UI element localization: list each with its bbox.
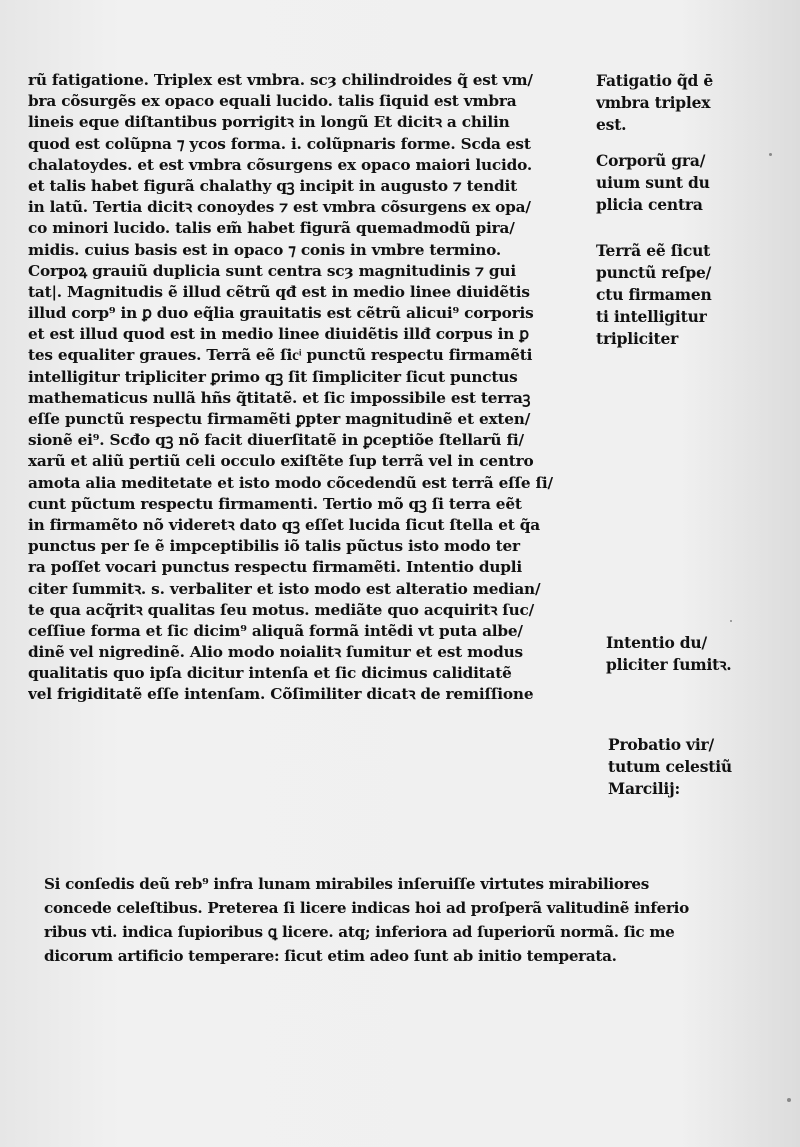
margin-note-line: pliciter ſumitꝛ. <box>606 655 732 674</box>
main-text-line: et talis habet figurã chalathy qꝫ incipit in augusto ⁊ tendit <box>28 176 517 195</box>
margin-note-terram <box>596 240 776 350</box>
margin-note-line: Marcilij: <box>608 779 680 798</box>
main-text-line: vel frigiditatẽ eſſe intenſam. Cõſimiliter dicatꝛ de remiſſione <box>28 685 534 704</box>
main-text-line: mathematicus nullã hñs q̃titatẽ. et ſic impossibile est terraꝫ <box>28 388 531 407</box>
final-paragraph <box>44 872 774 968</box>
main-text-line: punctus per ſe ẽ impceptibilis iõ talis pũctus isto modo ter <box>28 537 520 556</box>
margin-note-line: uium sunt du <box>596 173 710 192</box>
final-paragraph-line: dicorum artificio temperare: ſicut etim adeo ſunt ab initio temperata. <box>44 947 617 965</box>
main-text-line: tat|. Magnitudis ẽ illud cẽtrũ qđ est in medio linee diuidẽtis <box>28 282 530 301</box>
margin-note-line: Fatigatio q̃d ē <box>596 71 714 90</box>
main-text-line: illud corp⁹ in ꝑ duo eq̃lia grauitatis est cẽtrũ alicui⁹ corporis <box>28 304 534 323</box>
paper-speck <box>769 153 772 156</box>
main-text-line: rũ fatigatione. Triplex est vmbra. scȝ chilindroides q̃ est vm/ <box>28 71 533 89</box>
marginalia-column <box>596 70 776 800</box>
margin-note-line: Terrã eẽ ſicut <box>596 241 711 260</box>
final-paragraph-line: ribus vti. indica ſupioribus ꝗ licere. atq; inferiora ad ſuperiorũ normã. ſic me <box>44 923 675 941</box>
main-text-line: midis. cuius basis est in opaco ⁊ conis in vmbre termino. <box>28 240 501 259</box>
main-text-line: xarũ et aliũ pertiũ celi occulo exiſtẽte ſup terrã vel in centro <box>28 452 534 471</box>
main-text-line: eſſe punctũ respectu firmamẽti ꝑpter magnitudinẽ et exten/ <box>28 410 531 428</box>
main-text-line: dinẽ vel nigredinẽ. Alio modo noialitꝛ ſumitur et est modus <box>28 643 523 662</box>
main-text-column <box>28 70 593 706</box>
main-text-line: Corpoꝝ grauiũ duplicia sunt centra scȝ magnitudinis ⁊ gui <box>28 261 516 280</box>
margin-note-line: ti intelligitur <box>596 307 707 326</box>
main-text-line: ra poſſet vocari punctus respectu firmamẽti. Intentio dupli <box>28 558 522 577</box>
margin-note-line: tripliciter <box>596 329 679 348</box>
main-text-line: ceſſiue forma et ſic dicim⁹ aliquã formã intẽdi vt puta albe/ <box>28 621 523 640</box>
main-text-line: in latũ. Tertia dicitꝛ conoydes ⁊ est vmbra cõsurgens ex opa/ <box>28 198 531 217</box>
main-text-line: in firmamẽto nõ videretꝛ dato qꝫ eſſet lucida ſicut ſtella et q̃a <box>28 515 540 534</box>
final-paragraph-line: concede celeſtibus. Preterea ſi licere indicas hoi ad proſperã valitudinẽ inferio <box>44 899 689 917</box>
main-text-line: citer ſummitꝛ. s. verbaliter et isto modo est alteratio median/ <box>28 579 541 598</box>
margin-note-corporum <box>596 150 776 216</box>
margin-note-line: tutum celestiũ <box>608 757 732 776</box>
margin-note-line: punctũ reſpe/ <box>596 263 712 282</box>
main-text-line: te qua acq̃ritꝛ qualitas ſeu motus. mediãte quo acquiritꝛ ſuc/ <box>28 600 535 619</box>
final-paragraph-line: Si conſedis deũ reb⁹ infra lunam mirabiles inſeruiſſe virtutes mirabiliores <box>44 875 650 893</box>
main-text-line: sionẽ ei⁹. Scđo qꝫ nõ facit diuerſitatẽ in ꝑceptiõe ſtellarũ fi/ <box>28 431 524 450</box>
main-text-line: quod est colũpna ⁊ ycos forma. i. colũpnaris forme. Scda est <box>28 134 531 153</box>
margin-note-line: Intentio du/ <box>606 633 707 652</box>
margin-note-line: Probatio vir/ <box>608 735 714 754</box>
paper-speck <box>787 1098 791 1102</box>
margin-note-line: vmbra triplex <box>596 93 711 112</box>
margin-note-intentio <box>596 632 776 676</box>
main-text-line: chalatoydes. et est vmbra cõsurgens ex opaco maiori lucido. <box>28 155 532 174</box>
margin-note-line: plicia centra <box>596 195 703 214</box>
main-text-line: co minori lucido. talis em̃ habet figurã quemadmodũ pira/ <box>28 219 515 238</box>
margin-note-line: est. <box>596 115 627 134</box>
paper-speck <box>730 620 732 622</box>
main-text-line: et est illud quod est in medio linee diuidẽtis illđ corpus in ꝑ <box>28 325 529 344</box>
main-text-line: cunt pũctum respectu firmamenti. Tertio mõ qꝫ ſi terra eẽt <box>28 494 522 513</box>
main-text-line: lineis eque diſtantibus porrigitꝛ in longũ Et dicitꝛ a chilin <box>28 113 510 132</box>
main-text-line: amota alia meditetate et isto modo cõcedendũ est terrã eſſe ſi/ <box>28 473 553 492</box>
margin-note-probatio <box>596 734 776 800</box>
main-text-line: tes equaliter graues. Terrã eẽ ſicͥ punctũ respectu firmamẽti <box>28 346 533 365</box>
margin-note-line: Corporũ gra/ <box>596 151 706 170</box>
margin-note-fatigatio <box>596 70 776 136</box>
main-text-line: intelligitur tripliciter ꝑrimo qꝫ ſit ſimpliciter ſicut punctus <box>28 367 518 386</box>
main-text-line: bra cõsurgẽs ex opaco equali lucido. talis ſiquid est vmbra <box>28 92 517 111</box>
margin-note-line: ctu firmamen <box>596 285 712 304</box>
main-text-line: qualitatis quo ipſa dicitur intenſa et ſic dicimus caliditatẽ <box>28 664 512 683</box>
